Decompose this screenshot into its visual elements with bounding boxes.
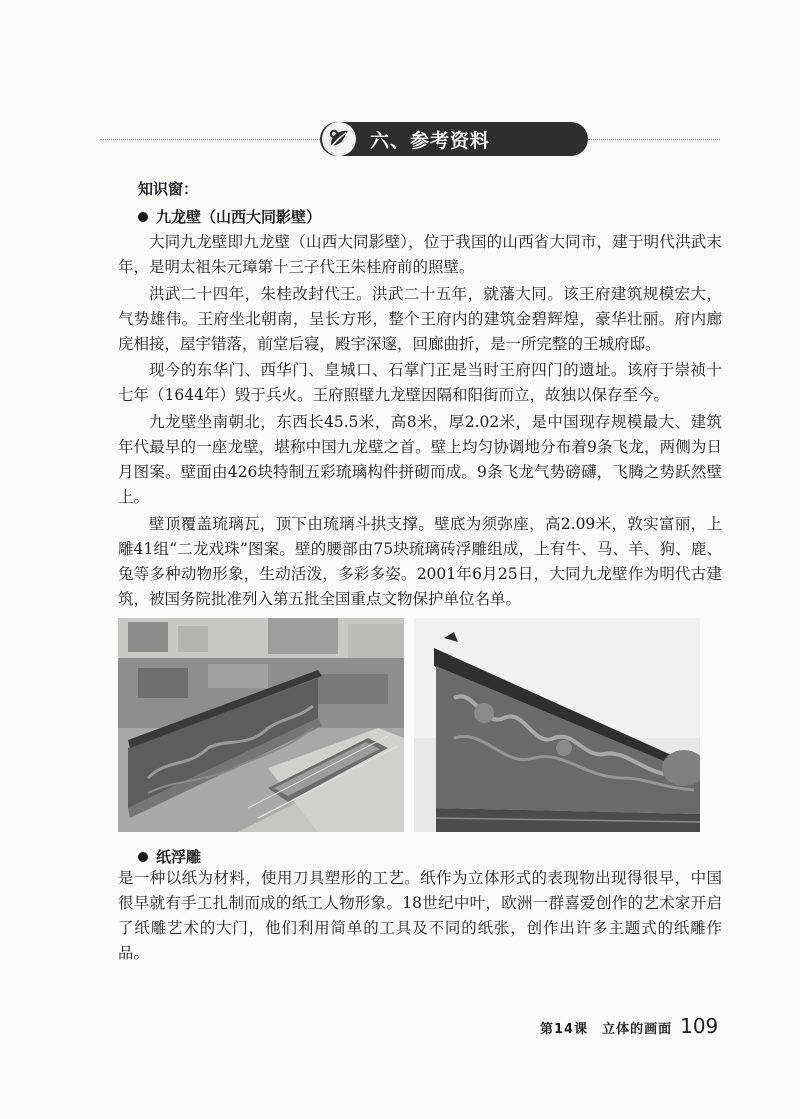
photo-nine-dragon-wall-closeup <box>414 618 700 832</box>
paragraph: 现今的东华门、西华门、皇城口、石掌门正是当时王府四门的遗址。该府于崇祯十七年（1644年）毁于兵火。王府照壁九龙壁因隔和阳街而立，故独以保存至今。 <box>118 361 722 404</box>
header-dotted-line-right <box>588 139 720 140</box>
paragraph: 壁顶覆盖琉璃瓦，顶下由琉璃斗拱支撑。壁底为须弥座，高2.09米，敦实富丽，上雕41组“二龙戏珠”图案。壁的腰部由75块琉璃砖浮雕组成，上有牛、马、羊、狗、鹿、兔等多种动物形象，生动活泼，多彩多姿。2001年6月25日，大同九龙壁作为明代古建筑，被国务院批准列入第五批全国重点文物保护单位名单。 <box>118 515 722 608</box>
paragraph: 洪武二十四年，朱桂改封代王。洪武二十五年，就藩大同。该王府建筑规模宏大，气势雄伟。王府坐北朝南，呈长方形，整个王府内的建筑金碧辉煌，豪华壮丽。府内廊庑相接，屋宇错落，前堂后寝，殿宇深邃，回廊曲折，是一所完整的王城府邸。 <box>118 285 722 353</box>
paragraph: 九龙壁坐南朝北，东西长45.5米，高8米，厚2.02米，是中国现存规模最大、建筑年代最早的一座龙壁，堪称中国九龙壁之首。壁上均匀协调地分布着9条飞龙，两侧为日月图案。壁面由426块特制五彩琉璃构件拼砌而成。9条飞龙气势磅礴，飞腾之势跃然壁上。 <box>118 413 722 506</box>
topic-heading-nine-dragon-wall <box>138 206 321 227</box>
paragraph: 大同九龙壁即九龙壁（山西大同影壁），位于我国的山西省大同市，建于明代洪武末年，是明太祖朱元璋第十三子代王朱桂府前的照壁。 <box>118 233 722 276</box>
footer-lesson-title: 第14课 立体的画面 <box>540 1022 673 1037</box>
bullet-icon <box>138 852 148 862</box>
page-number: 109 <box>680 1014 719 1038</box>
topic-heading-text: 九龙壁（山西大同影壁） <box>156 208 322 226</box>
section-title-banner <box>320 122 588 156</box>
section-title: 六、参考资料 <box>370 129 491 152</box>
section-header <box>100 120 720 160</box>
paragraph: 是一种以纸为材料，使用刀具塑形的工艺。纸作为立体形式的表现物出现得很早，中国很早就有手工扎制而成的纸工人物形象。18世纪中叶，欧洲一群喜爱创作的艺术家开启了纸雕艺术的大门，他们利用简单的工具及不同的纸张，创作出许多主题式的纸雕作品。 <box>118 869 722 962</box>
header-dotted-line-left <box>100 139 322 140</box>
photo-nine-dragon-wall-aerial <box>118 618 404 832</box>
knowledge-window-label: 知识窗： <box>138 180 199 198</box>
page-footer <box>540 1014 718 1040</box>
leaf-swirl-icon <box>322 122 356 156</box>
topic-heading-text: 纸浮雕 <box>156 848 202 866</box>
bullet-icon <box>138 212 148 222</box>
topic-heading-paper-relief <box>138 846 201 867</box>
